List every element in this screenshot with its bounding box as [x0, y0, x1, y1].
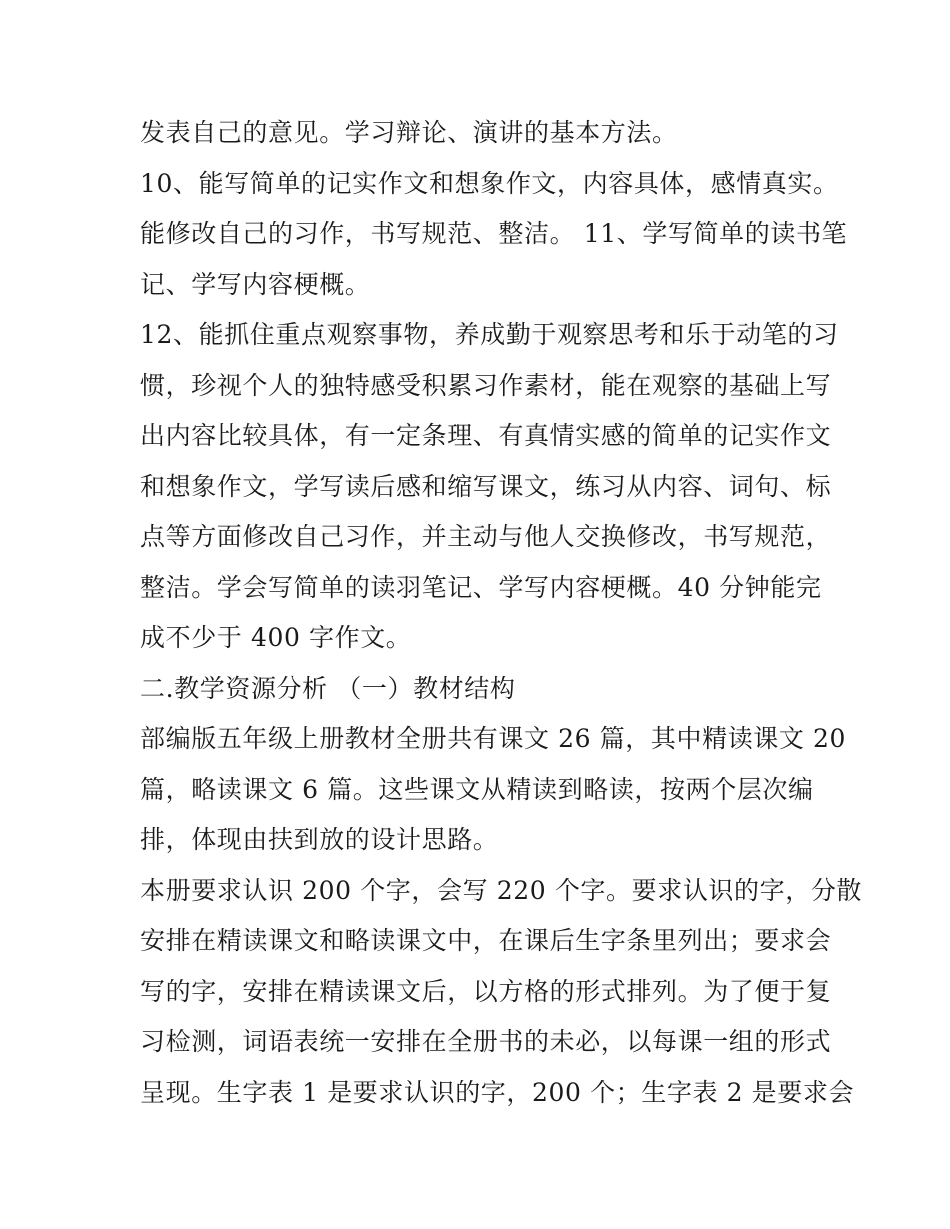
text-line: 习检测，词语表统一安排在全册书的未必，以每课一组的形式: [140, 1027, 832, 1056]
text-line: 篇，略读课文 6 篇。这些课文从精读到略读，按两个层次编: [140, 774, 814, 804]
text-line: 发表自己的意见。学习辩论、演讲的基本方法。: [140, 118, 678, 147]
text-line: 本册要求认识 200 个字，会写 220 个字。要求认识的字，分散: [140, 875, 863, 905]
text-line: 写的字，安排在精读课文后，以方格的形式排列。为了便于复: [140, 976, 832, 1006]
section-heading: 二.教学资源分析 （一）教材结构: [140, 673, 516, 703]
text-line: 排，体现由扶到放的设计思路。: [140, 825, 499, 854]
text-line: 10、能写简单的记实作文和想象作文，内容具体，感情真实。: [140, 168, 839, 198]
text-line: 安排在精读课文和略读课文中，在课后生字条里列出；要求会: [140, 926, 832, 955]
text-line: 出内容比较具体，有一定条理、有真情实感的简单的记实作文: [140, 421, 832, 450]
text-line: 点等方面修改自己习作，并主动与他人交换修改，书写规范，: [140, 522, 832, 551]
text-line: 记、学写内容梗概。: [140, 269, 371, 299]
text-line: 惯，珍视个人的独特感受积累习作素材，能在观察的基础上写: [140, 370, 832, 400]
text-line: 成不少于 400 字作文。: [140, 623, 412, 652]
text-line: 能修改自己的习作，书写规范、整洁。 11、学写简单的读书笔: [140, 219, 848, 248]
text-line: 整洁。学会写简单的读羽笔记、学写内容梗概。40 分钟能完: [140, 572, 822, 602]
text-line: 12、能抓住重点观察事物，养成勤于观察思考和乐于动笔的习: [140, 320, 839, 349]
text-line: 和想象作文，学写读后感和缩写课文，练习从内容、词句、标: [140, 471, 832, 501]
document-body: [140, 108, 863, 1118]
text-line: 部编版五年级上册教材全册共有课文 26 篇，其中精读课文 20: [140, 724, 847, 753]
text-line: 呈现。生字表 1 是要求认识的字，200 个；生字表 2 是要求会: [140, 1077, 855, 1107]
